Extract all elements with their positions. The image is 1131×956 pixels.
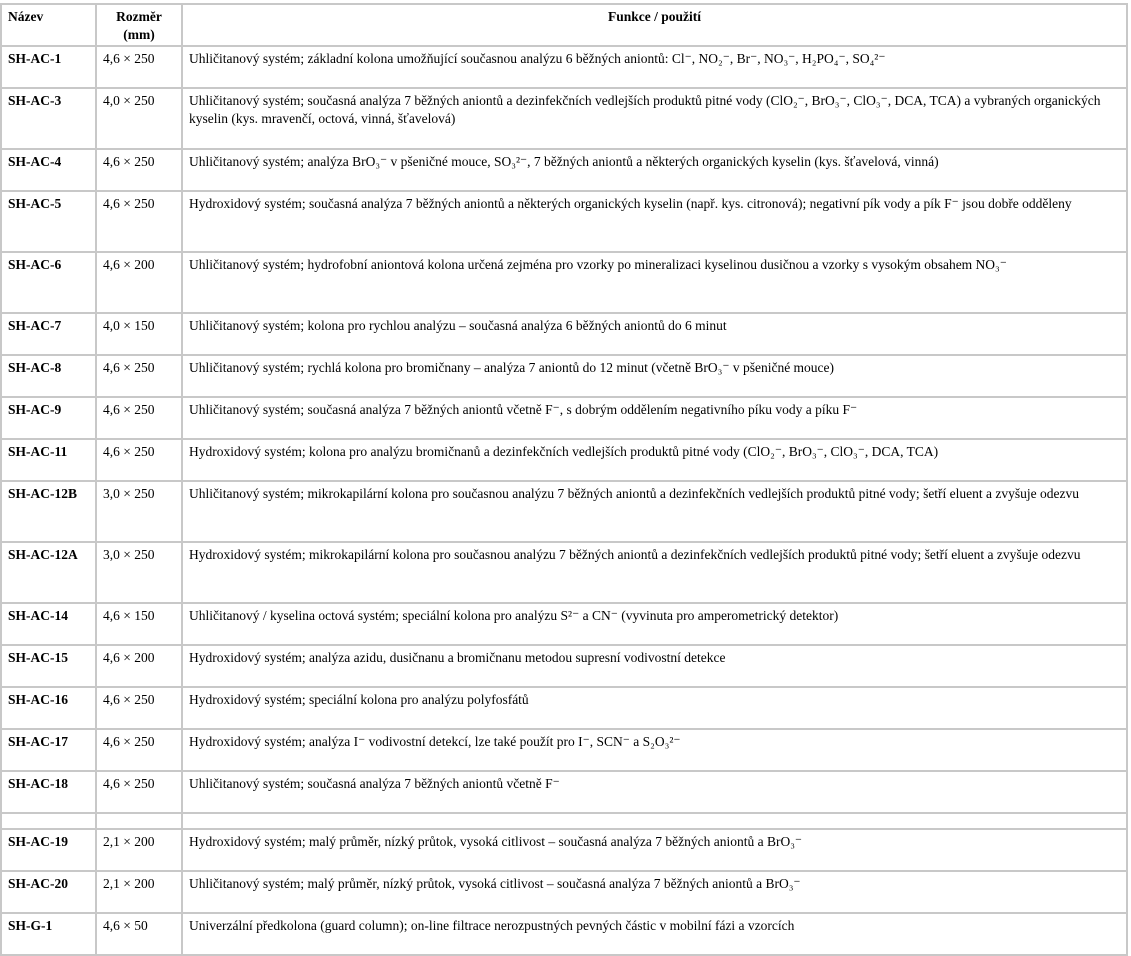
cell-size: 4,6 × 250 xyxy=(96,729,182,771)
cell-function: Uhličitanový systém; současná analýza 7 běžných aniontů včetně F⁻, s dobrým oddělením negativního píku vody a píku F⁻ xyxy=(182,397,1127,439)
header-row xyxy=(1,4,1127,46)
cell-size: 2,1 × 200 xyxy=(96,829,182,871)
blank-row xyxy=(1,813,1127,829)
table-row xyxy=(1,729,1127,771)
table-row xyxy=(1,771,1127,813)
cell-size: 4,6 × 250 xyxy=(96,46,182,88)
cell-function: Uhličitanový systém; analýza BrO₃⁻ v pšeničné mouce, SO₃²⁻, 7 běžných aniontů a některých organických kyselin (kys. šťavelová, vinná) xyxy=(182,149,1127,191)
cell-name: SH-G-1 xyxy=(1,913,96,955)
table-row xyxy=(1,439,1127,481)
table-row xyxy=(1,252,1127,313)
table-row xyxy=(1,397,1127,439)
cell-function: Hydroxidový systém; malý průměr, nízký průtok, vysoká citlivost – současná analýza 7 běžných aniontů a BrO₃⁻ xyxy=(182,829,1127,871)
table-row xyxy=(1,871,1127,913)
cell-function: Uhličitanový / kyselina octová systém; speciální kolona pro analýzu S²⁻ a CN⁻ (vyvinuta pro amperometrický detektor) xyxy=(182,603,1127,645)
cell-name: SH-AC-15 xyxy=(1,645,96,687)
table-row xyxy=(1,355,1127,397)
cell-size: 4,6 × 200 xyxy=(96,645,182,687)
table-row xyxy=(1,191,1127,252)
cell-name: SH-AC-4 xyxy=(1,149,96,191)
cell-size: 4,6 × 50 xyxy=(96,913,182,955)
cell-name: SH-AC-12B xyxy=(1,481,96,542)
table-row xyxy=(1,149,1127,191)
cell-size: 4,6 × 250 xyxy=(96,439,182,481)
table-row xyxy=(1,829,1127,871)
cell-name: SH-AC-11 xyxy=(1,439,96,481)
cell-function: Hydroxidový systém; speciální kolona pro analýzu polyfosfátů xyxy=(182,687,1127,729)
table-row xyxy=(1,542,1127,603)
cell-name: SH-AC-16 xyxy=(1,687,96,729)
cell-size: 4,6 × 150 xyxy=(96,603,182,645)
cell-size: 4,0 × 250 xyxy=(96,88,182,149)
table-row xyxy=(1,46,1127,88)
cell-size: 4,6 × 250 xyxy=(96,355,182,397)
blank-cell xyxy=(1,813,96,829)
cell-function: Uhličitanový systém; současná analýza 7 běžných aniontů včetně F⁻ xyxy=(182,771,1127,813)
table-row xyxy=(1,88,1127,149)
table-row xyxy=(1,913,1127,955)
cell-function: Uhličitanový systém; kolona pro rychlou analýzu – současná analýza 6 běžných aniontů do 6 minut xyxy=(182,313,1127,355)
blank-cell xyxy=(96,813,182,829)
cell-size: 2,1 × 200 xyxy=(96,871,182,913)
cell-name: SH-AC-14 xyxy=(1,603,96,645)
cell-name: SH-AC-8 xyxy=(1,355,96,397)
cell-name: SH-AC-9 xyxy=(1,397,96,439)
cell-name: SH-AC-5 xyxy=(1,191,96,252)
table-row xyxy=(1,645,1127,687)
cell-function: Hydroxidový systém; současná analýza 7 běžných aniontů a některých organických kyselin (např. kys. citronová); negativní pík vody a pík F⁻ jsou dobře odděleny xyxy=(182,191,1127,252)
cell-function: Uhličitanový systém; rychlá kolona pro bromičnany – analýza 7 aniontů do 12 minut (včetně BrO₃⁻ v pšeničné mouce) xyxy=(182,355,1127,397)
cell-function: Hydroxidový systém; mikrokapilární kolona pro současnou analýzu 7 běžných aniontů a dezinfekčních vedlejších produktů pitné vody; šetří eluent a zvyšuje odezvu xyxy=(182,542,1127,603)
cell-size: 3,0 × 250 xyxy=(96,542,182,603)
cell-size: 4,6 × 250 xyxy=(96,191,182,252)
header-function: Funkce / použití xyxy=(182,4,1127,46)
cell-name: SH-AC-1 xyxy=(1,46,96,88)
cell-name: SH-AC-19 xyxy=(1,829,96,871)
cell-size: 3,0 × 250 xyxy=(96,481,182,542)
cell-size: 4,6 × 250 xyxy=(96,687,182,729)
blank-cell xyxy=(182,813,1127,829)
cell-size: 4,0 × 150 xyxy=(96,313,182,355)
cell-size: 4,6 × 250 xyxy=(96,149,182,191)
cell-size: 4,6 × 250 xyxy=(96,771,182,813)
cell-function: Uhličitanový systém; základní kolona umožňující současnou analýzu 6 běžných aniontů: Cl⁻, NO₂⁻, Br⁻, NO₃⁻, H₂PO₄⁻, SO₄²⁻ xyxy=(182,46,1127,88)
cell-function: Univerzální předkolona (guard column); on-line filtrace nerozpustných pevných částic v mobilní fázi a vzorcích xyxy=(182,913,1127,955)
cell-name: SH-AC-7 xyxy=(1,313,96,355)
cell-size: 4,6 × 250 xyxy=(96,397,182,439)
cell-name: SH-AC-6 xyxy=(1,252,96,313)
header-size: Rozměr (mm) xyxy=(96,4,182,46)
cell-function: Uhličitanový systém; malý průměr, nízký průtok, vysoká citlivost – současná analýza 7 běžných aniontů a BrO₃⁻ xyxy=(182,871,1127,913)
cell-function: Uhličitanový systém; mikrokapilární kolona pro současnou analýzu 7 běžných aniontů a dezinfekčních vedlejších produktů pitné vody; šetří eluent a zvyšuje odezvu xyxy=(182,481,1127,542)
header-name: Název xyxy=(1,4,96,46)
cell-function: Hydroxidový systém; kolona pro analýzu bromičnanů a dezinfekčních vedlejších produktů pitné vody (ClO₂⁻, BrO₃⁻, ClO₃⁻, DCA, TCA) xyxy=(182,439,1127,481)
table-row xyxy=(1,481,1127,542)
cell-size: 4,6 × 200 xyxy=(96,252,182,313)
cell-name: SH-AC-12A xyxy=(1,542,96,603)
cell-function: Uhličitanový systém; současná analýza 7 běžných aniontů a dezinfekčních vedlejších produktů pitné vody (ClO₂⁻, BrO₃⁻, ClO₃⁻, DCA, TCA) a vybraných organických kyselin (kys. mravenčí, octová, vinná, šťavelová) xyxy=(182,88,1127,149)
cell-name: SH-AC-18 xyxy=(1,771,96,813)
cell-function: Hydroxidový systém; analýza azidu, dusičnanu a bromičnanu metodou supresní vodivostní detekce xyxy=(182,645,1127,687)
cell-name: SH-AC-17 xyxy=(1,729,96,771)
cell-function: Hydroxidový systém; analýza I⁻ vodivostní detekcí, lze také použít pro I⁻, SCN⁻ a S₂O₃²⁻ xyxy=(182,729,1127,771)
cell-function: Uhličitanový systém; hydrofobní aniontová kolona určená zejména pro vzorky po mineralizaci kyselinou dusičnou a vzorky s vysokým obsahem NO₃⁻ xyxy=(182,252,1127,313)
cell-name: SH-AC-20 xyxy=(1,871,96,913)
table-row xyxy=(1,687,1127,729)
table-row xyxy=(1,313,1127,355)
columns-table xyxy=(0,3,1128,956)
table-row xyxy=(1,603,1127,645)
cell-name: SH-AC-3 xyxy=(1,88,96,149)
